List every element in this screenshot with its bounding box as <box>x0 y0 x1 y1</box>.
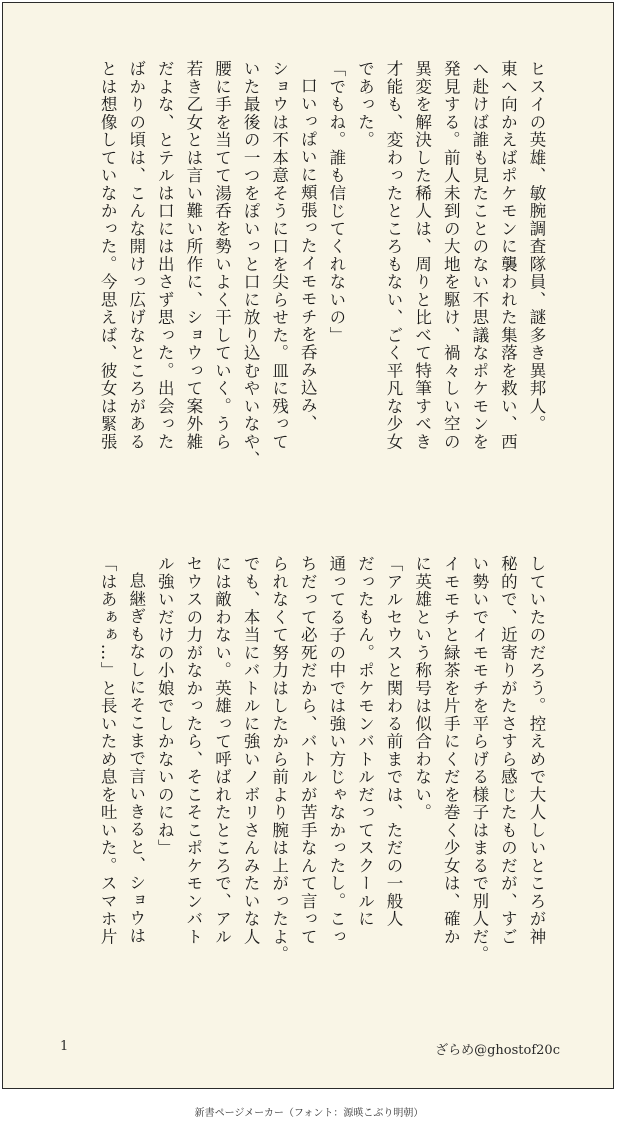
text-line: だったもん。ポケモンバトルだってスクールに <box>355 555 375 928</box>
text-line: 異変を解決した稀人は、周りと比べて特筆すべき <box>412 60 432 451</box>
text-line: でも、本当にバトルに強いノボリさんみたいな人 <box>241 555 261 946</box>
text-line: ちだって必死だから、バトルが苦手なんて言って <box>298 555 318 946</box>
text-line: ヒスイの英雄、敏腕調査隊員、謎多き異邦人。 <box>527 60 546 433</box>
text-line: ばかりの頃は、こんな開けっ広げなところがある <box>126 60 146 451</box>
text-line: 口いっぱいに頬張ったイモモチを呑み込み、 <box>298 76 318 432</box>
text-line: イモモチと緑茶を片手にくだを巻く少女は、確か <box>441 555 461 946</box>
lower-text-block <box>49 555 550 1015</box>
text-line: られなくて努力はしたから前より腕は上がったよ。 <box>269 555 289 964</box>
generator-footer: 新書ページメーカー（フォント：源暎こぶり明朝） <box>194 1108 424 1119</box>
text-line: 息継ぎもなしにそこまで言いきると、ショウは <box>126 571 146 945</box>
text-line: ショウは不本意そうに口を尖らせた。皿に残って <box>269 60 289 451</box>
text-line: い勢いでイモモチを平らげる様子はまるで別人だ。 <box>469 555 489 964</box>
text-line: だよな、とテルは口には出さず思った。出会った <box>155 60 175 451</box>
text-line: いた最後の一つをぽいっと口に放り込むやいなや、 <box>241 60 261 469</box>
text-line: 秘的で、近寄りがたさすら感じたものだが、すご <box>498 555 518 946</box>
author-credit: ざらめ@ghostof20c <box>435 1043 560 1058</box>
text-line: 若き乙女とは言い難い所作に、ショウって案外雑 <box>183 60 203 451</box>
text-line: 腰に手を当てて湯呑を勢いよく干していく。うら <box>212 60 232 451</box>
text-line: 「アルセウスと関わる前までは、ただの一般人 <box>384 555 404 928</box>
text-line: には敵わない。英雄って呼ばれたところで、アル <box>212 555 232 946</box>
text-line: ル強いだけの小娘でしかないのにね」 <box>155 555 175 857</box>
text-line: 通ってる子の中では強い方じゃなかったし。こっ <box>326 555 346 946</box>
text-line: に英雄という称号は似合わない。 <box>412 555 432 822</box>
text-line: していたのだろう。控えめで大人しいところが神 <box>527 555 546 946</box>
text-line: へ赴けば誰も見たことのない不思議なポケモンを <box>469 60 489 451</box>
text-line: 「でもね。誰も信じてくれないの」 <box>326 60 346 344</box>
text-line: とは想像していなかった。今思えば、彼女は緊張 <box>98 60 118 451</box>
upper-text-block <box>49 60 550 520</box>
text-line: セウスの力がなかったら、そこそこポケモンバト <box>183 555 203 946</box>
book-page <box>2 2 614 1089</box>
text-line: であった。 <box>355 60 375 149</box>
text-line: 才能も、変わったところもない、ごく平凡な少女 <box>384 60 404 451</box>
page-number: 1 <box>60 1039 69 1054</box>
text-line: 「はあぁぁ…」と長いため息を吐いた。スマホ片 <box>98 555 118 946</box>
text-line: 東へ向かえばポケモンに襲われた集落を救い、西 <box>498 60 518 451</box>
text-line: 発見する。前人未到の大地を駆け、禍々しい空の <box>441 60 461 451</box>
